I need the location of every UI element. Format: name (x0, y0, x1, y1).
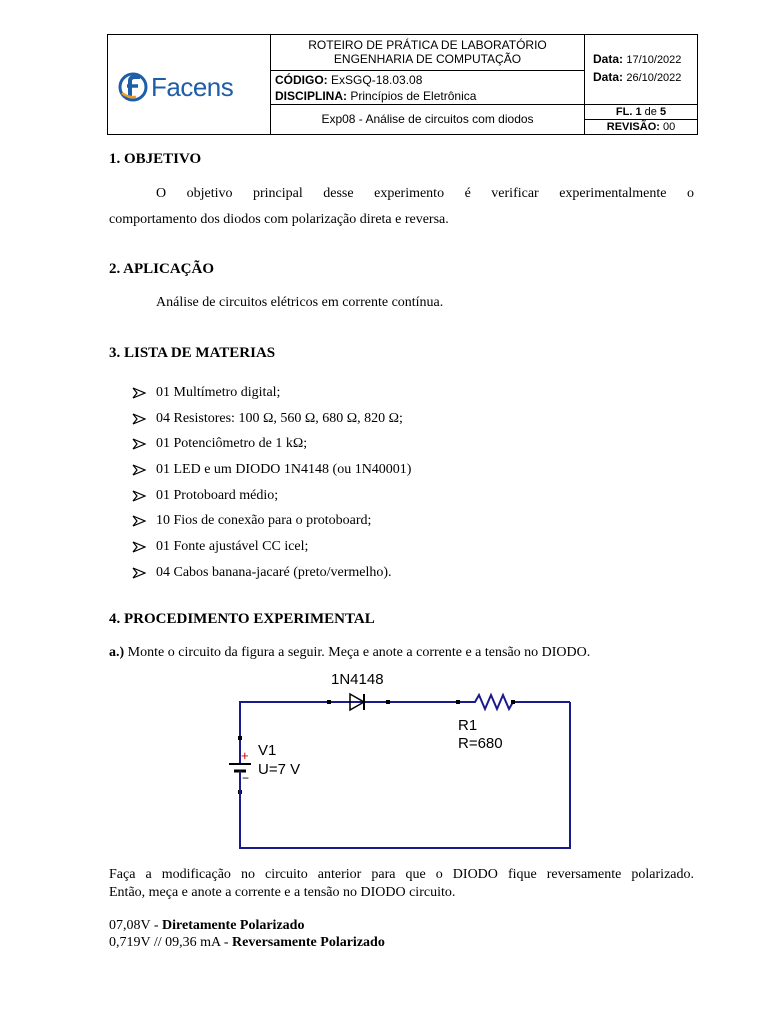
result-direct-value: 07,08V - (109, 918, 159, 933)
result-direct-label: Diretamente Polarizado (162, 918, 305, 933)
objective-line-1: O objetivo principal desse experimento é verificar experimentalmente o (156, 186, 694, 201)
objective-heading: 1. OBJETIVO (109, 151, 202, 167)
revision-cell (585, 120, 697, 134)
arrow-bullet-icon (132, 464, 146, 476)
fl-of: de (644, 106, 657, 118)
step-a (109, 645, 590, 661)
resistor-value: R=680 (458, 735, 503, 752)
list-item: 01 LED e um DIODO 1N4148 (ou 1N40001) (132, 457, 411, 483)
objective-line-2: comportamento dos diodos com polarização direta e reversa. (109, 212, 449, 227)
experiment-title: Exp08 - Análise de circuitos com diodos (321, 112, 534, 126)
fl-page: 1 (635, 106, 642, 118)
list-item: 04 Cabos banana-jacaré (preto/vermelho). (132, 560, 411, 586)
date-2-value: 26/10/2022 (626, 72, 682, 84)
modify-line-1: Faça a modificação no circuito anterior para que o DIODO fique reversamente polarizado. (109, 867, 694, 882)
arrow-bullet-icon (132, 515, 146, 527)
title-line-2: ENGENHARIA DE COMPUTAÇÃO (333, 52, 522, 66)
result-reverse-label: Reversamente Polarizado (232, 935, 385, 950)
wire-top-left (240, 702, 350, 704)
list-item: 01 Protoboard médio; (132, 483, 411, 509)
arrow-bullet-icon (132, 541, 146, 553)
title-cell (271, 35, 585, 71)
resistor-name: R1 (458, 717, 478, 734)
discipline-label: DISCIPLINA: (275, 89, 347, 103)
code-value: ExSGQ-18.03.08 (331, 73, 423, 87)
plus-sign: + (241, 748, 249, 763)
procedure-heading: 4. PROCEDIMENTO EXPERIMENTAL (109, 611, 375, 627)
date-1-value: 17/10/2022 (626, 54, 682, 66)
arrow-bullet-icon (132, 567, 146, 579)
arrow-bullet-icon (132, 490, 146, 502)
modify-line-2: Então, meça e anote a corrente e a tensão no DIODO circuito. (109, 885, 456, 900)
fl-total: 5 (659, 106, 667, 118)
page-number-cell (585, 105, 697, 120)
list-item: 01 Multímetro digital; (132, 380, 411, 406)
document-header (107, 34, 698, 135)
list-item: 01 Fonte ajustável CC icel; (132, 534, 411, 560)
revision-label: REVISÃO: (606, 121, 660, 133)
arrow-bullet-icon (132, 413, 146, 425)
source-value: U=7 V (258, 761, 301, 778)
date-1-label: Data: (593, 52, 624, 66)
source-name: V1 (258, 742, 277, 759)
list-item: 04 Resistores: 100 Ω, 560 Ω, 680 Ω, 820 Ω; (132, 406, 411, 432)
logo-text: Facens (151, 71, 234, 102)
discipline-value: Princípios de Eletrônica (350, 89, 477, 103)
step-a-label: a.) (109, 645, 125, 660)
title-line-1: ROTEIRO DE PRÁTICA DE LABORATÓRIO (308, 38, 547, 52)
result-reverse (109, 935, 385, 951)
arrow-bullet-icon (132, 387, 146, 399)
date-2-label: Data: (593, 70, 624, 84)
logo-cell (108, 35, 271, 134)
code-cell (271, 71, 585, 105)
application-heading: 2. APLICAÇÃO (109, 261, 215, 277)
facens-logo (118, 71, 233, 103)
application-text: Análise de circuitos elétricos em corrente contínua. (156, 295, 444, 310)
fl-label: FL. (615, 106, 633, 118)
diode-label: 1N4148 (331, 671, 384, 688)
materials-heading: 3. LISTA DE MATERIAS (109, 345, 276, 361)
result-direct (109, 918, 304, 934)
list-item: 01 Potenciômetro de 1 kΩ; (132, 431, 411, 457)
facens-logo-icon (118, 71, 148, 103)
arrow-bullet-icon (132, 438, 146, 450)
experiment-cell (271, 105, 585, 134)
list-item: 10 Fios de conexão para o protoboard; (132, 508, 411, 534)
date-cell (585, 35, 697, 105)
minus-sign: − (242, 771, 250, 785)
step-a-text: Monte o circuito da figura a seguir. Meça e anote a corrente e a tensão no DIODO. (127, 645, 591, 660)
result-reverse-value: 0,719V // 09,36 mA - (109, 935, 229, 950)
revision-value: 00 (663, 121, 676, 133)
circuit-diagram (220, 668, 590, 854)
materials-list (132, 380, 411, 586)
code-label: CÓDIGO: (275, 73, 328, 87)
